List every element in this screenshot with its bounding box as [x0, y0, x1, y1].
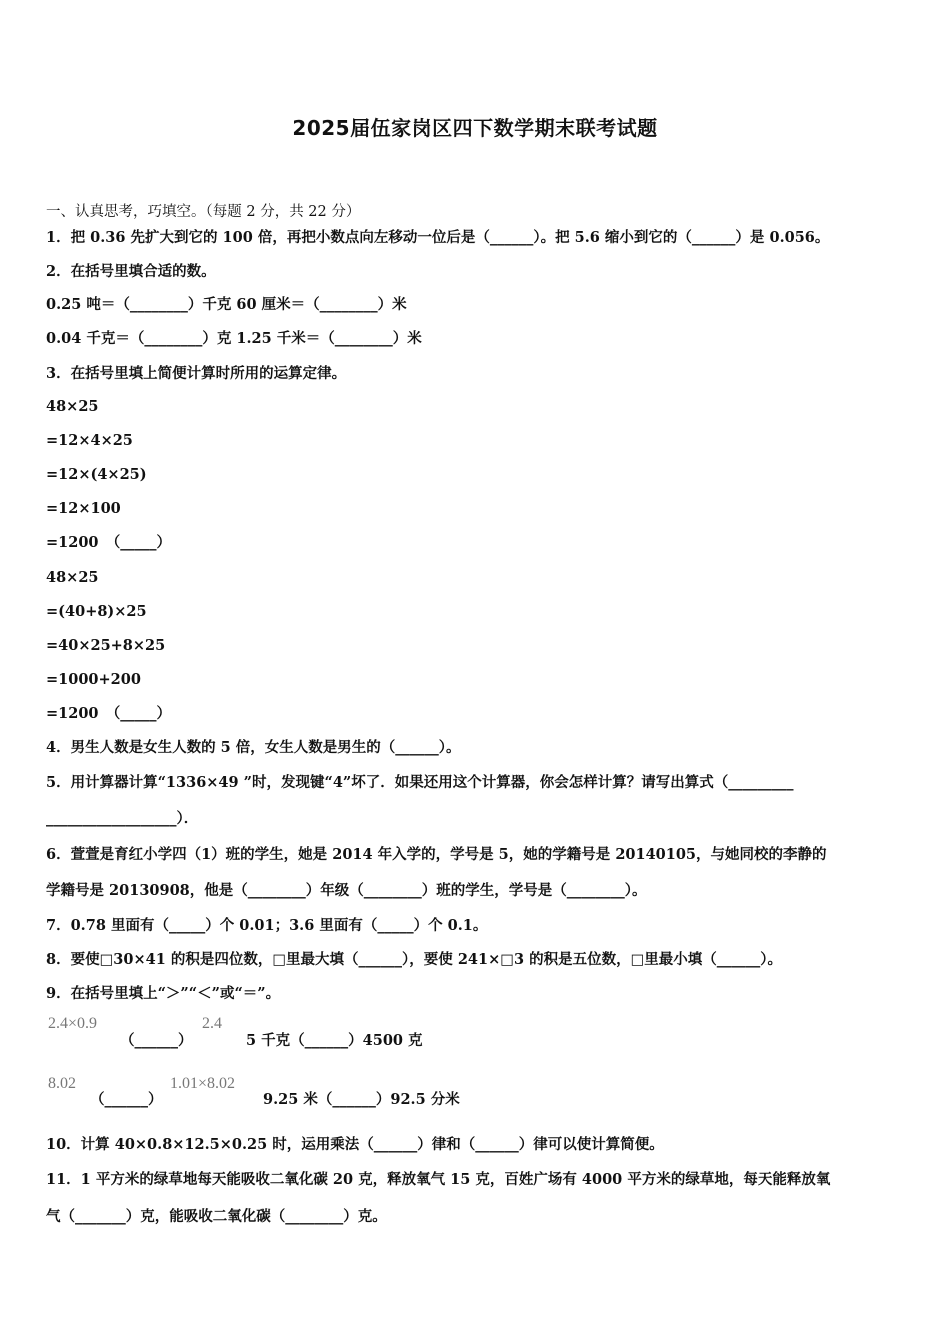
expression-right: 2.4 [202, 1015, 222, 1032]
question-5: 5．用计算器计算“1336×49 ”时，发现键“4”坏了．如果还用这个计算器，你会怎样计算？请写出算式（_________ [46, 774, 794, 791]
question-9: 9．在括号里填上“＞”“＜”或“＝”。 [46, 985, 281, 1002]
answer-blank: （______） [90, 1091, 163, 1108]
calc-step: =40×25+8×25 [46, 637, 166, 654]
comparison-units: 5 千克（______）4500 克 [246, 1032, 423, 1049]
question-2: 2．在括号里填合适的数。 [46, 263, 216, 280]
calc-step: =1000+200 [46, 671, 141, 688]
calc-step: =1200 （_____） [46, 705, 172, 722]
page-title: 2025届伍家岗区四下数学期末联考试题 [292, 116, 658, 140]
question-6: 6．萱萱是育红小学四（1）班的学生，她是 2014 年入学的，学号是 5，她的学籍号是 20140105，与她同校的李静的 [46, 846, 827, 863]
calc-step: =(40+8)×25 [46, 603, 147, 620]
calc-step: 48×25 [46, 398, 99, 415]
answer-blank: （______） [120, 1032, 193, 1049]
expression-left: 2.4×0.9 [48, 1015, 98, 1032]
question-5-cont: __________________）． [46, 810, 199, 827]
question-6-cont: 学籍号是 20130908，他是（________）年级（________）班的学生，学号是（________）。 [46, 882, 647, 899]
question-7: 7．0.78 里面有（_____）个 0.01；3.6 里面有（_____）个 0.1。 [46, 917, 488, 934]
expression-right: 1.01×8.02 [170, 1075, 236, 1092]
question-1: 1．把 0.36 先扩大到它的 100 倍，再把小数点向左移动一位后是（______）。把 5.6 缩小到它的（______）是 0.056。 [46, 229, 830, 246]
calc-step: =12×(4×25) [46, 466, 147, 483]
calc-step: =12×100 [46, 500, 121, 517]
calc-step: 48×25 [46, 569, 99, 586]
question-11-cont: 气（_______）克，能吸收二氧化碳（________）克。 [46, 1208, 387, 1225]
question-4: 4．男生人数是女生人数的 5 倍，女生人数是男生的（______）。 [46, 739, 461, 756]
calc-step: =12×4×25 [46, 432, 133, 449]
comparison-units: 9.25 米（______）92.5 分米 [263, 1091, 460, 1108]
question-2-line-b: 0.04 千克＝（________）克 1.25 千米＝（________）米 [46, 330, 422, 347]
question-11: 11．1 平方米的绿草地每天能吸收二氧化碳 20 克，释放氧气 15 克，百姓广场有 4000 平方米的绿草地，每天能释放氧 [46, 1171, 831, 1188]
question-8: 8．要使□30×41 的积是四位数，□里最大填（______），要使 241×□3 的积是五位数，□里最小填（______）。 [46, 951, 783, 968]
question-3: 3．在括号里填上简便计算时所用的运算定律。 [46, 365, 347, 382]
section-heading: 一、认真思考，巧填空。（每题 2 分，共 22 分） [46, 204, 361, 220]
question-10: 10．计算 40×0.8×12.5×0.25 时，运用乘法（______）律和（______）律可以使计算简便。 [46, 1136, 664, 1153]
expression-left: 8.02 [48, 1075, 76, 1092]
calc-step: =1200 （_____） [46, 534, 172, 551]
question-2-line-a: 0.25 吨＝（________）千克 60 厘米＝（________）米 [46, 296, 407, 313]
